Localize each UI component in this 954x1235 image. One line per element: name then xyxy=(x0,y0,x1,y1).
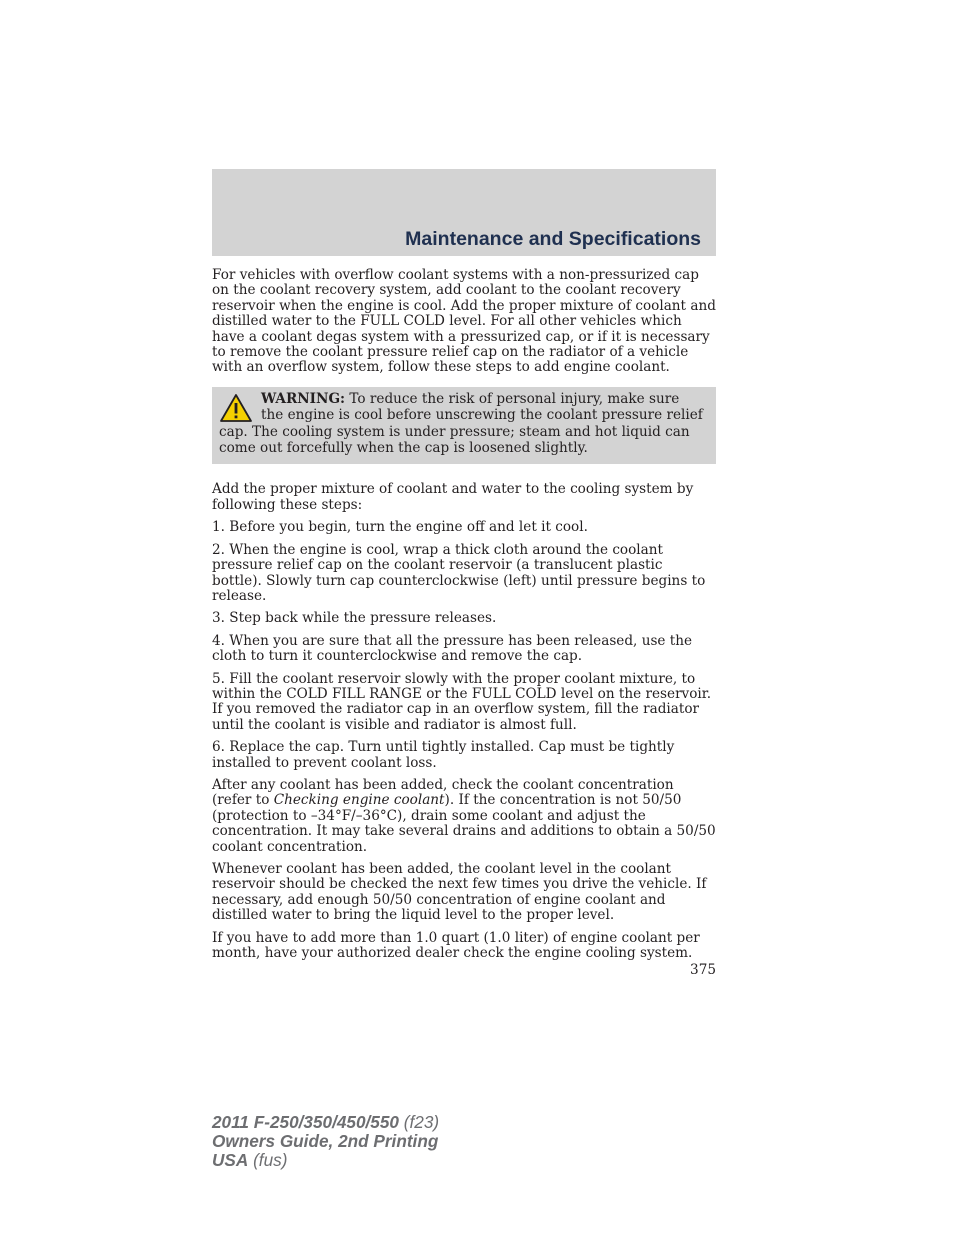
footer xyxy=(212,1113,439,1170)
warning-label: WARNING: xyxy=(261,390,346,407)
concentration-text-end: ). If the concentration is not 50/50 (protection to –34°F/–36°C), drain some coolant and adjust the concentration. It may take several drains and additions to obtain a 50/50 coolant concentration. xyxy=(212,792,716,855)
section-title: Maintenance and Specifications xyxy=(405,228,701,250)
warning-triangle-icon xyxy=(219,393,253,423)
footer-edition-line xyxy=(212,1132,439,1151)
footer-edition: Owners Guide, 2nd Printing xyxy=(212,1131,439,1151)
footer-market-line xyxy=(212,1151,439,1170)
step-item: 4. When you are sure that all the pressure has been released, use the cloth to turn it counterclockwise and remove the cap. xyxy=(212,632,693,665)
step-item: 6. Replace the cap. Turn until tightly installed. Cap must be tightly installed to prevent coolant loss. xyxy=(212,739,675,771)
step-item: 5. Fill the coolant reservoir slowly with the proper coolant mixture, to within the COLD FILL RANGE or the FULL COLD level on the reservoir. If you removed the radiator cap in an overflow system, fill the radiator until the coolant is visible and radiator is almost full. xyxy=(212,670,712,733)
cross-reference: Checking engine coolant xyxy=(273,792,445,809)
step-item: 1. Before you begin, turn the engine off and let it cool. xyxy=(212,519,588,536)
section-header xyxy=(212,169,716,256)
footer-model-code: (f23) xyxy=(399,1112,440,1132)
step-item: 2. When the engine is cool, wrap a thick cloth around the coolant pressure relief cap on the coolant reservoir (a translucent plastic bottle). Slowly turn cap counterclockwise (left) until pressure begins to release. xyxy=(212,541,706,604)
footer-model: 2011 F-250/350/450/550 xyxy=(212,1112,399,1132)
page-content xyxy=(212,268,716,979)
concentration-paragraph xyxy=(212,778,716,855)
footer-model-line xyxy=(212,1113,439,1132)
footer-market-code: (fus) xyxy=(248,1150,288,1170)
step-item: 3. Step back while the pressure releases. xyxy=(212,610,497,627)
concentration-text: After any coolant has been added, check the coolant concentration (refer to xyxy=(212,776,674,809)
warning-text: To reduce the risk of personal injury, make sure the engine is cool before unscrewing the coolant pressure relief cap. The cooling system is under pressure; steam and hot liquid can come out forcefully when the cap is loosened slightly. xyxy=(219,390,703,457)
footer-market: USA xyxy=(212,1150,249,1170)
steps-intro: Add the proper mixture of coolant and water to the cooling system by following these steps: xyxy=(212,481,694,513)
intro-paragraph: For vehicles with overflow coolant systems with a non-pressurized cap on the coolant recovery system, add coolant to the coolant recovery reservoir when the engine is cool. Add the proper mixture of coolant and distilled water to the FULL COLD level. For all other vehicles which have a coolant degas system with a pressurized cap, or if it is necessary to remove the coolant pressure relief cap on the radiator of a vehicle with an overflow system, follow these steps to add engine coolant. xyxy=(212,267,716,376)
recheck-paragraph: Whenever coolant has been added, the coolant level in the coolant reservoir should be checked the next few times you drive the vehicle. If necessary, add enough 50/50 concentration of engine coolant and distilled water to bring the liquid level to the proper level. xyxy=(212,861,707,924)
page-number: 375 xyxy=(690,962,716,979)
dealer-check-paragraph: If you have to add more than 1.0 quart (1.0 liter) of engine coolant per month, have your authorized dealer check the engine cooling system. xyxy=(212,929,700,962)
warning-box xyxy=(212,387,716,465)
